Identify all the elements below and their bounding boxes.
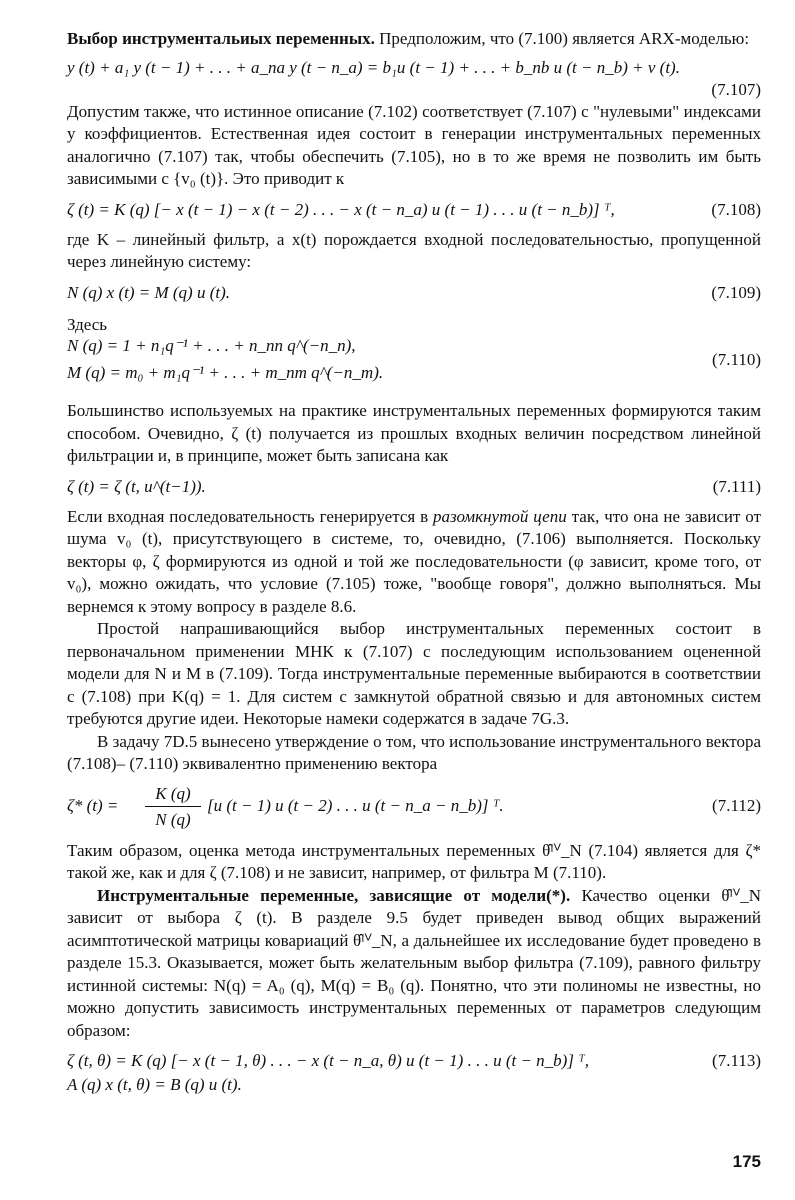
paragraph-4: Здесь [67, 314, 108, 334]
equation-7112-number: (7.112) [712, 795, 761, 815]
equation-7112-denominator: N (q) [155, 809, 191, 829]
paragraph-1-text: Предположим, что (7.100) является ARX-моделью: [379, 29, 750, 48]
equation-7111 [67, 476, 761, 498]
equation-7109 [67, 282, 761, 304]
paragraph-3: где K – линейный фильтр, а x(t) порождается входной последовательностью, пропущенной через линейную систему: [67, 229, 761, 271]
equation-7113-body-a: ζ (t, θ) = K (q) [− x (t − 1, θ) . . . − x (t − n_a, θ) u (t − 1) . . . u (t − n_b)] ᵀ, [67, 1051, 590, 1070]
equation-7108-number: (7.108) [711, 199, 761, 219]
equation-7108 [67, 199, 761, 221]
equation-7107-number-line [67, 79, 761, 101]
paragraph-6-part-a: Если входная последовательность генерируется в [67, 506, 429, 526]
equation-7110 [67, 336, 761, 388]
paragraph-5: Большинство используемых на практике инструментальных переменных формируются таким способом. Очевидно, ζ (t) получается из прошлых входных величин посредством линейной фильтрации и, в принципе, может быть записана как [67, 401, 761, 465]
equation-7112-numerator: K (q) [155, 783, 191, 803]
equation-7110-line-1: N (q) = 1 + n₁q⁻¹ + . . . + n_nn q^(−n_n), [67, 336, 356, 355]
equation-7112-rhs: [u (t − 1) u (t − 2) . . . u (t − n_a − n_b)] ᵀ. [207, 795, 504, 815]
heading-model-dependent-iv: Инструментальные переменные, зависящие от модели(*). [97, 885, 571, 905]
equation-7112 [67, 782, 761, 834]
equation-7107 [67, 57, 761, 79]
paragraph-10-text: Качество оценки θ̂ᴵⱽ_N зависит от выбора ζ (t). В разделе 9.5 будет приведен вывод общих выражений асимптотической матрицы ковариаций θ̂ᴵⱽ_N, а дальнейшее их исследование будет проведено в разделе 15.3. Оказывается, может быть желательным выбор фильтра (7.109), равного фильтру истинной системы: N(q) = A₀ (q), M(q) = B₀ (q). Понятно, что эти полиномы не известны, но можно допустить зависимость инструментальных переменных от параметров следующим образом: [67, 885, 762, 1040]
equation-7113-number: (7.113) [712, 1051, 761, 1070]
paragraph-9: Таким образом, оценка метода инструментальных переменных θ̂ᴵⱽ_N (7.104) является для ζ* такой же, как и для ζ (7.108) и не зависит, например, от фильтра M (7.110). [67, 840, 761, 882]
paragraph-2: Допустим также, что истинное описание (7.102) соответствует (7.107) с "нулевыми" индексами у коэффициентов. Естественная идея состоит в генерации инструментальных переменных аналогично (7.107) так, чтобы обеспечить (7.105), но в то же время не позволить им быть зависимыми с {v₀ (t)}. Это приводит к [67, 101, 761, 188]
equation-7110-number: (7.110) [712, 350, 761, 369]
equation-7108-body: ζ (t) = K (q) [− x (t − 1) − x (t − 2) . . . − x (t − n_a) u (t − 1) . . . u (t − n_b)] ᵀ, [67, 199, 615, 219]
equation-7112-lhs: ζ* (t) = [67, 795, 119, 815]
equation-7107-number: (7.107) [711, 79, 761, 99]
page-body [67, 28, 761, 1096]
paragraph-6-italic: разомкнутой цепи [433, 506, 567, 526]
equation-7111-body: ζ (t) = ζ (t, u^(t−1)). [67, 476, 206, 496]
equation-7110-line-2: M (q) = m₀ + m₁q⁻¹ + . . . + m_nm q^(−n_m). [67, 363, 384, 382]
equation-7107-body: y (t) + a₁ y (t − 1) + . . . + a_na y (t − n_a) = b₁u (t − 1) + . . . + b_nb u (t − n_b) + v (t). [67, 57, 680, 77]
paragraph-8: В задачу 7D.5 вынесено утверждение о том, что использование инструментального вектора (7.108)– (7.110) эквивалентно применению вектора [67, 731, 761, 773]
paragraph-1 [67, 28, 761, 51]
equation-7113-line-2 [67, 1074, 761, 1096]
equation-7111-number: (7.111) [712, 476, 761, 496]
heading-iv-choice: Выбор инструментальиых переменных. [67, 29, 375, 48]
equation-7109-body: N (q) x (t) = M (q) u (t). [67, 282, 231, 302]
page-number: 175 [732, 1152, 761, 1171]
paragraph-10 [67, 885, 761, 1043]
paragraph-6-part-b: так, что она не зависит от шума v₀ (t), присутствующего в системе, то, очевидно, (7.106) выполняется. Поскольку векторы φ, ζ формируются из одной и той же последовательности (φ зависит, кроме того, от v₀), можно ожидать, что условие (7.105) тоже, "вообще говоря", должно выполняться. Мы вернемся к этому вопросу в разделе 8.6. [67, 506, 762, 616]
equation-7109-number: (7.109) [711, 282, 761, 302]
equation-7113-body-b: A (q) x (t, θ) = B (q) u (t). [67, 1075, 242, 1094]
equation-7112-fraction-bar [145, 806, 201, 807]
paragraph-6 [67, 506, 761, 619]
equation-7113-line-1 [67, 1050, 761, 1072]
paragraph-7: Простой напрашивающийся выбор инструментальных переменных состоит в первоначальном применении МНК к (7.107) с последующим использованием оцененной модели для N и M в (7.109). Тогда инструментальные переменные выбираются в соответствии с (7.108) при K(q) = 1. Для систем с замкнутой обратной связью и для автономных систем требуются другие идеи. Некоторые намеки содержатся в задаче 7G.3. [67, 619, 761, 728]
